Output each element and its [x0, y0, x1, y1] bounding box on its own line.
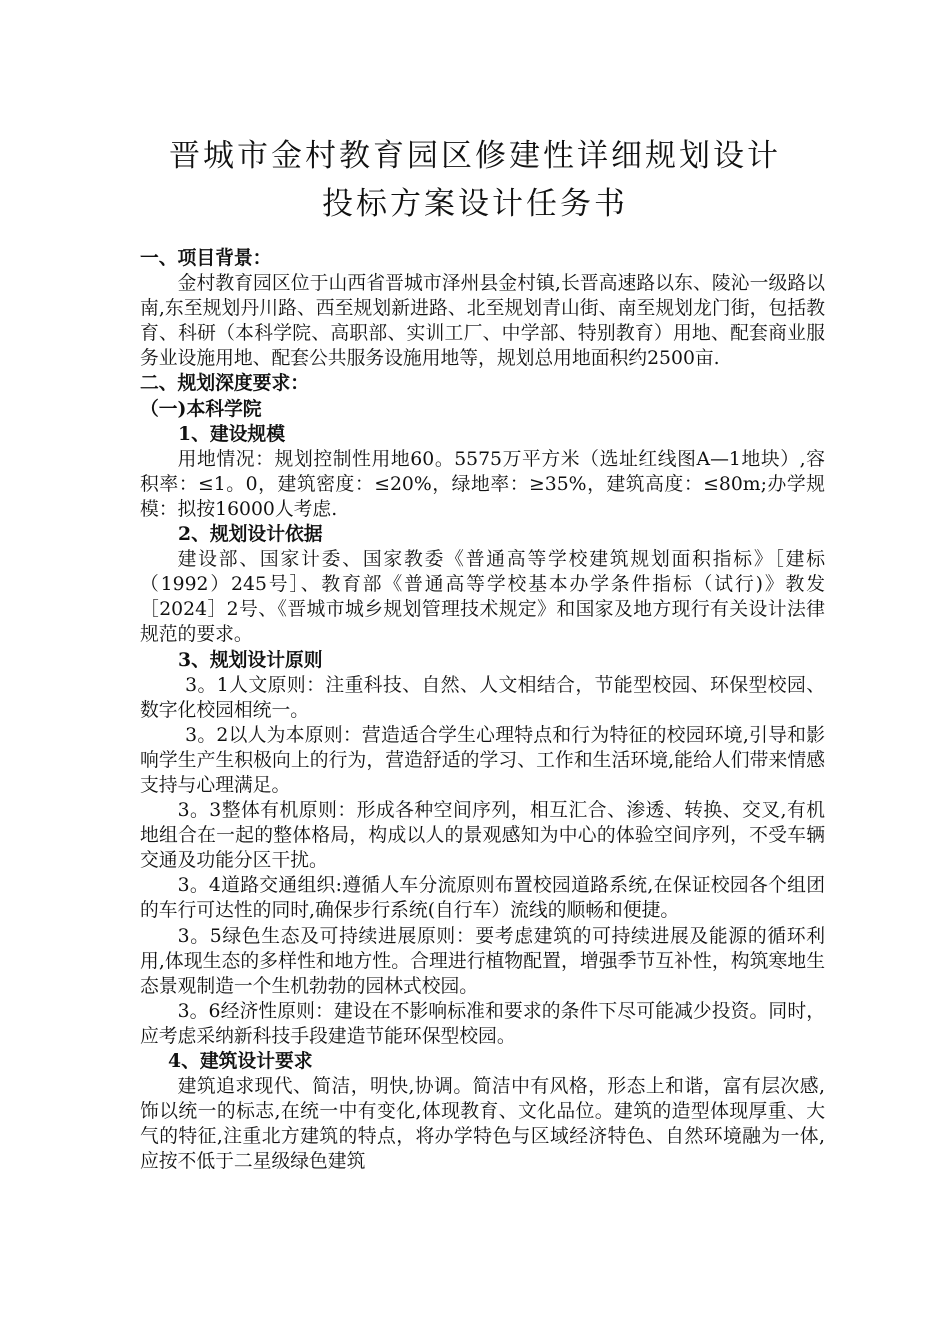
section-heading-depth: 二、规划深度要求： — [140, 372, 310, 395]
principle-paragraph: 3。5绿色生态及可持续进展原则：要考虑建筑的可持续进展及能源的循环利用,体现生态的多样性和地方性。合理进行植物配置，增强季节互补性，构筑寒地生态景观制造一个生机勃勃的园林式校园。 — [140, 925, 825, 997]
principle-paragraph: 3。2以人为本原则：营造适合学生心理特点和行为特征的校园环境,引导和影响学生产生积极向上的行为，营造舒适的学习、工作和生活环境,能给人们带来情感支持与心理满足。 — [140, 724, 825, 796]
document-body — [140, 246, 825, 1174]
principle-paragraph: 3。6经济性原则：建设在不影响标准和要求的条件下尽可能减少投资。同时，应考虑采纳新科技手段建造节能环保型校园。 — [140, 1000, 825, 1047]
item-heading-scale: 1、建设规模 — [178, 422, 285, 445]
section-heading-background: 一、项目背景： — [140, 247, 272, 269]
item-heading-principles: 3、规划设计原则 — [178, 648, 323, 671]
item-heading-architecture: 4、建筑设计要求 — [168, 1050, 313, 1072]
item-heading-basis: 2、规划设计依据 — [178, 523, 323, 546]
paragraph-basis: 建设部、国家计委、国家教委《普通高等学校建筑规划面积指标》［建标（1992）245号］、教育部《普通高等学校基本办学条件指标（试行)》教发［2024］2号、《晋城市城乡规划管理技术规定》和国家及地方现行有关设计法律规范的要求。 — [140, 549, 825, 646]
document-title-line2: 投标方案设计任务书 — [322, 186, 628, 222]
principle-paragraph: 3。1人文原则：注重科技、自然、人文相结合，节能型校园、环保型校园、数字化校园相统一。 — [140, 674, 825, 721]
paragraph-background: 金村教育园区位于山西省晋城市泽州县金村镇,长晋高速路以东、陵沁一级路以南,东至规划丹川路、西至规划新进路、北至规划青山街、南至规划龙门街，包括教育、科研（本科学院、高职部、实训工厂、中学部、特别教育）用地、配套商业服务业设施用地、配套公共服务设施用地等，规划总用地面积约2500亩. — [140, 273, 825, 370]
document-title-line1: 晋城市金村教育园区修建性详细规划设计 — [169, 138, 781, 174]
paragraph-scale: 用地情况：规划控制性用地60。5575万平方米（选址红线图A—1地块）,容积率：≤1。0，建筑密度：≤20%，绿地率：≥35%，建筑高度：≤80m;办学规模：拟按16000人考虑. — [140, 448, 825, 520]
subsection-heading-college: （一)本科学院 — [140, 397, 262, 420]
paragraph-architecture: 建筑追求现代、简洁，明快,协调。简洁中有风格，形态上和谐，富有层次感,饰以统一的标志,在统一中有变化,体现教育、文化品位。建筑的造型体现厚重、大气的特征,注重北方建筑的特点，将办学特色与区域经济特色、自然环境融为一体,应按不低于二星级绿色建筑 — [140, 1076, 825, 1173]
principle-paragraph: 3。3整体有机原则：形成各种空间序列，相互汇合、渗透、转换、交叉,有机地组合在一起的整体格局，构成以人的景观感知为中心的体验空间序列，不受车辆交通及功能分区干扰。 — [140, 800, 825, 872]
principle-paragraph: 3。4道路交通组织:遵循人车分流原则布置校园道路系统,在保证校园各个组团的车行可达性的同时,确保步行系统(自行车）流线的顺畅和便捷。 — [140, 875, 825, 922]
